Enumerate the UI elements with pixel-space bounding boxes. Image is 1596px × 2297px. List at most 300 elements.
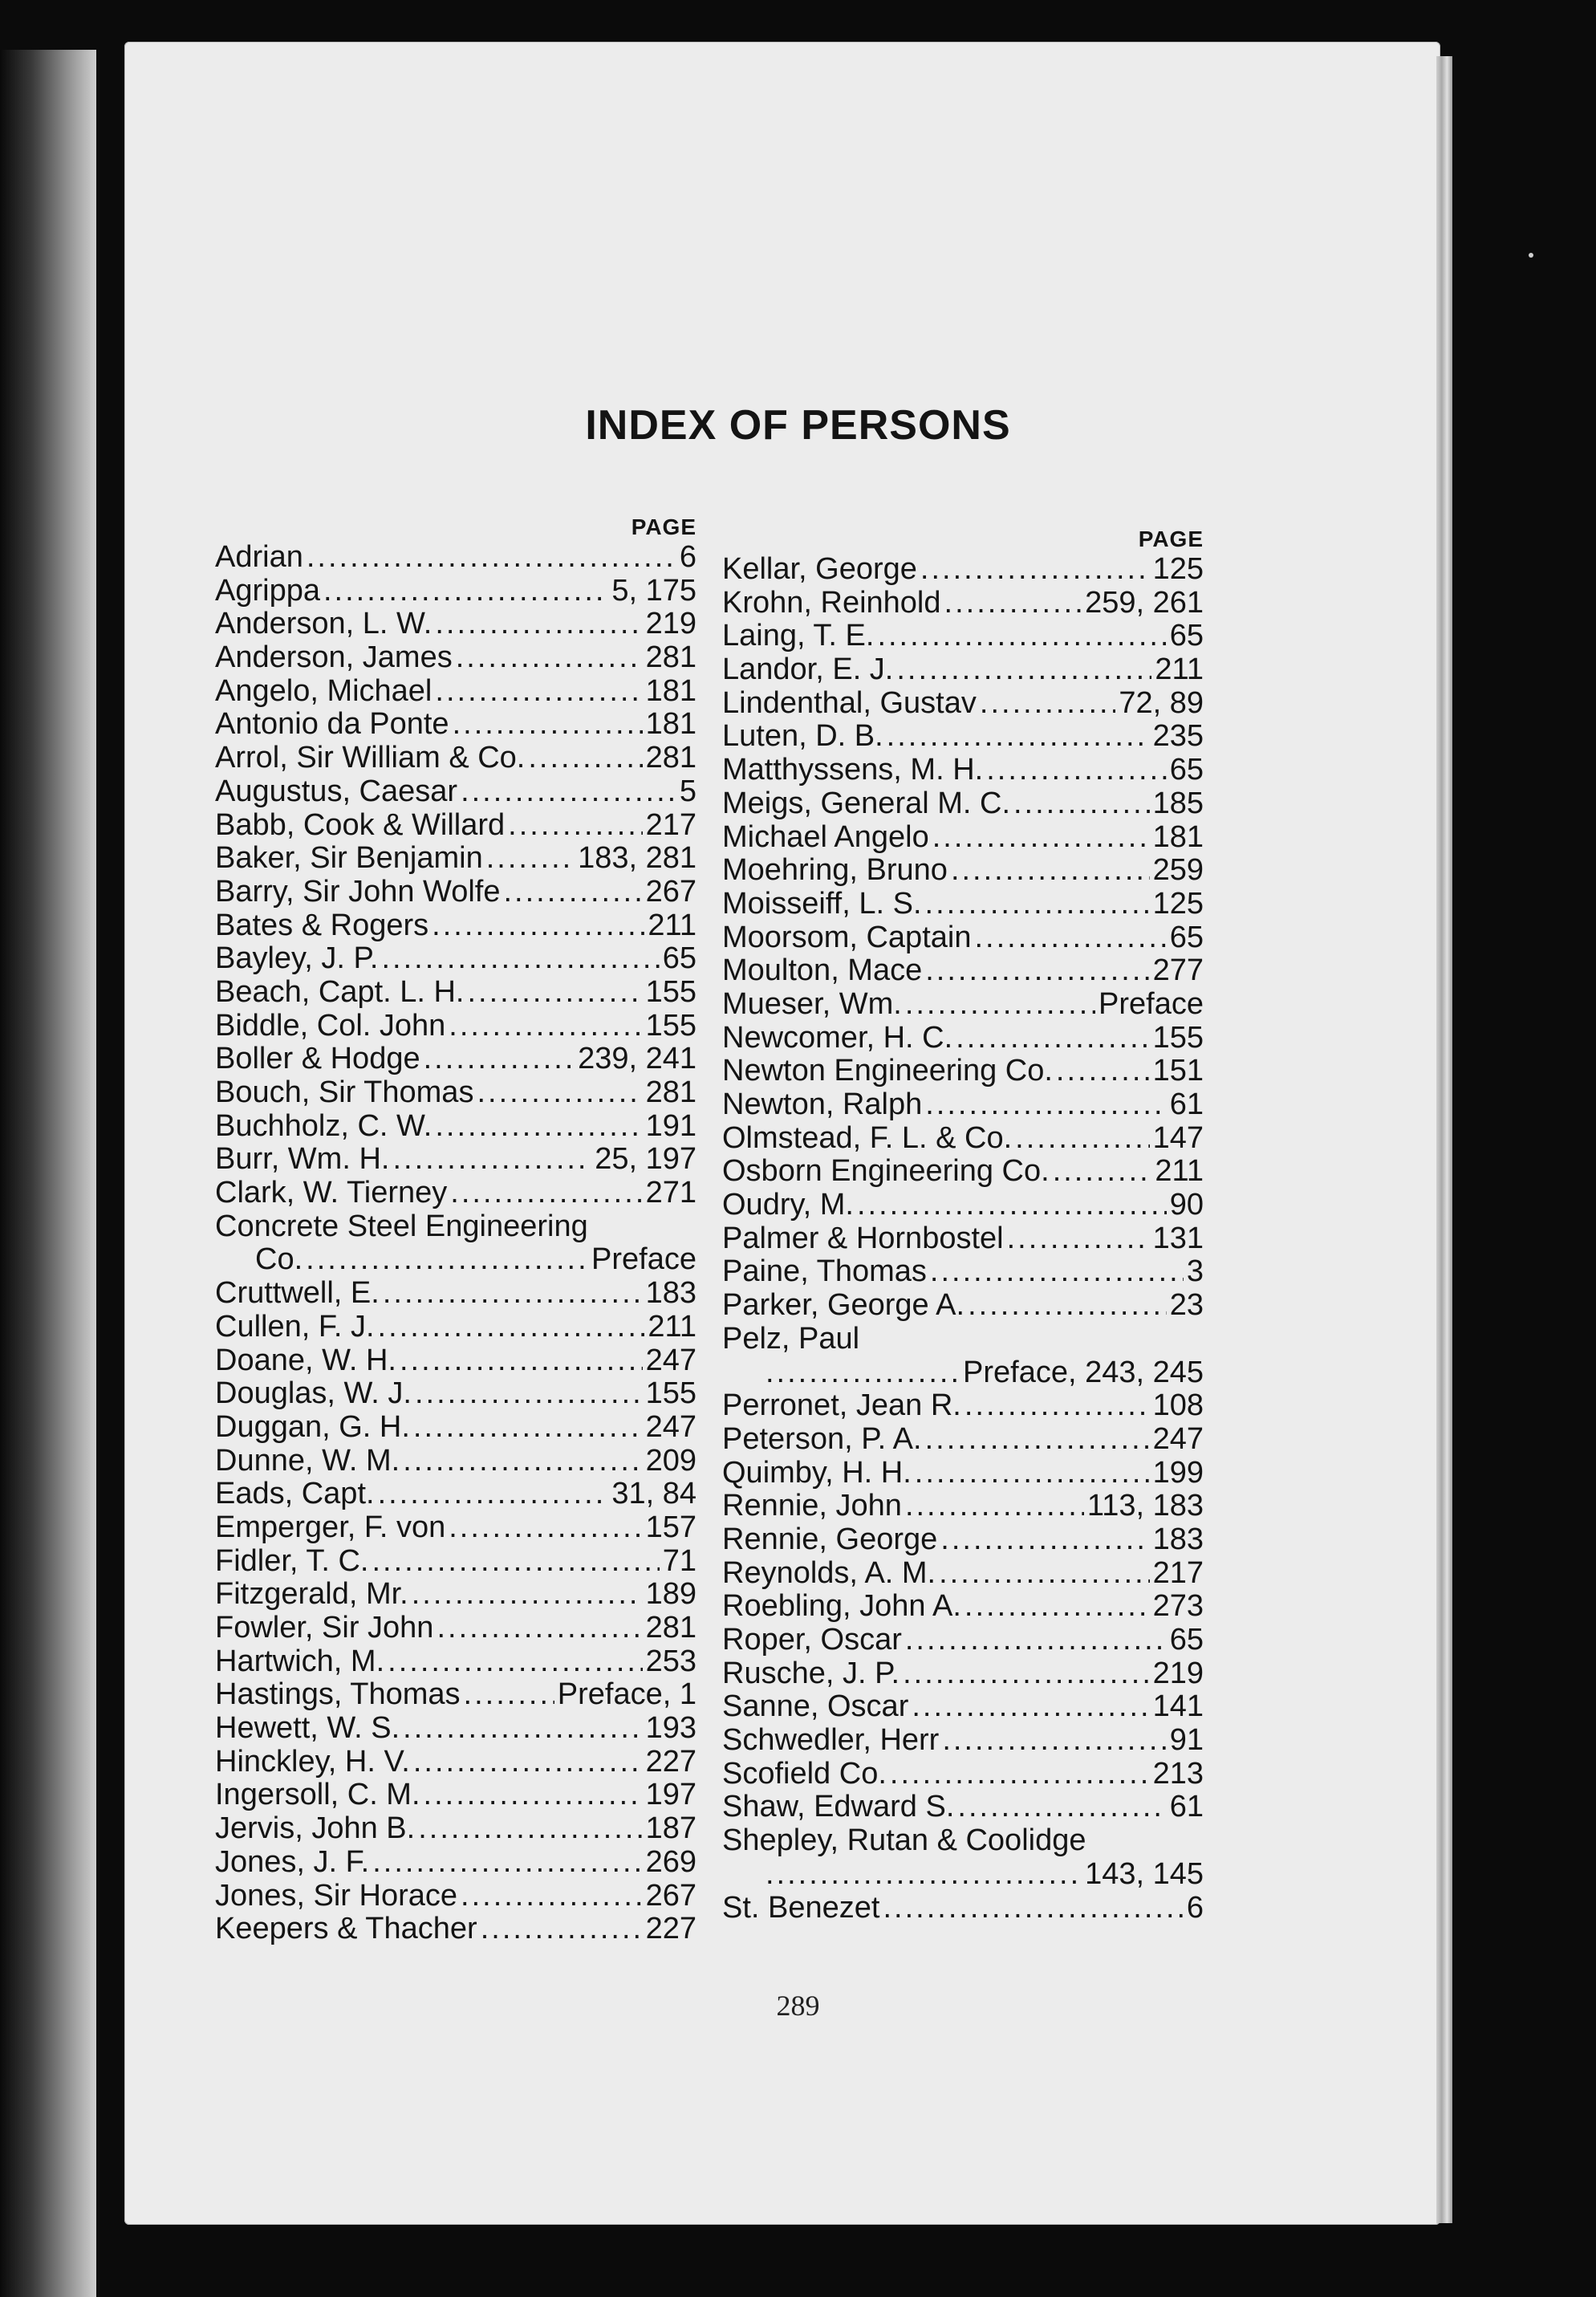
dot-leader: [939, 1557, 1149, 1591]
index-entry: [215, 1177, 696, 1210]
entry-name: Fidler, T. C.: [215, 1543, 369, 1578]
entry-page: 281: [645, 1611, 696, 1644]
entry-name: Arrol, Sir William & Co.: [215, 741, 526, 775]
entry-page: 65: [1169, 920, 1204, 954]
entry-page: 191: [645, 1108, 696, 1143]
index-entry: [215, 976, 696, 1010]
entry-name: Jervis, John B.: [215, 1811, 416, 1846]
entry-page: 108: [1152, 1388, 1204, 1423]
entry-name: Buchholz, C. W.: [215, 1108, 433, 1143]
entry-page: 141: [1152, 1689, 1204, 1724]
entry-page: 6: [1186, 1890, 1204, 1925]
index-entry: [722, 1892, 1204, 1925]
entry-name: Palmer & Hornbostel: [722, 1221, 1004, 1255]
dot-leader: [903, 1657, 1150, 1691]
entry-name: Peterson, P. A.: [722, 1421, 922, 1456]
index-entry: [722, 1824, 1204, 1858]
entry-name: Babb, Cook & Willard: [215, 807, 506, 842]
dot-leader: [456, 641, 643, 675]
index-entry: [215, 1277, 696, 1311]
index-entry: [215, 876, 696, 909]
entry-page: 3: [1186, 1254, 1204, 1289]
dot-leader: [372, 1846, 642, 1880]
dot-leader: [930, 1255, 1184, 1289]
entry-name: Cruttwell, E.: [215, 1276, 380, 1311]
index-entry: [722, 587, 1204, 620]
entry-page: 155: [1152, 1020, 1204, 1055]
entry-page: 211: [1155, 653, 1204, 687]
index-entry: [722, 1758, 1204, 1791]
dot-leader: [974, 921, 1166, 955]
dot-leader: [942, 1724, 1166, 1758]
index-entry: [215, 1612, 696, 1645]
entry-name: Newcomer, H. C.: [722, 1020, 953, 1055]
index-entry: [722, 787, 1204, 821]
dot-leader: [944, 587, 1082, 620]
index-entry: [722, 988, 1204, 1022]
dot-leader: [925, 1088, 1166, 1122]
dot-leader: [403, 1712, 642, 1746]
entry-page: 267: [645, 874, 696, 909]
dot-leader: [877, 620, 1166, 653]
index-entry: [215, 1812, 696, 1846]
entry-page: 91: [1169, 1723, 1204, 1758]
entry-name: Angelo, Michael: [215, 673, 433, 708]
index-entry: [722, 1590, 1204, 1624]
index-entry: [722, 1457, 1204, 1490]
dot-leader: [392, 1143, 591, 1177]
index-entry: [722, 1523, 1204, 1557]
entry-page: 281: [645, 1075, 696, 1109]
page-stack-edge: [1436, 56, 1452, 2223]
entry-page: 5, 175: [611, 573, 696, 608]
dot-leader: [437, 1612, 642, 1645]
index-entry: [722, 1189, 1204, 1222]
dot-leader: [957, 1791, 1166, 1824]
entry-page: 189: [645, 1577, 696, 1612]
index-entry: [215, 1545, 696, 1579]
dot-leader: [956, 1022, 1149, 1055]
index-entry: [722, 921, 1204, 955]
index-entry: [215, 775, 696, 809]
entry-page: 31, 84: [611, 1477, 696, 1511]
entry-name: Keepers & Thacher: [215, 1912, 477, 1946]
dot-leader: [432, 909, 644, 943]
entry-page: 213: [1152, 1756, 1204, 1791]
index-entry: [722, 1022, 1204, 1055]
index-column-right: [722, 526, 1204, 1925]
entry-name: Adrian: [215, 540, 303, 574]
entry-page: 217: [645, 807, 696, 842]
dot-leader: [412, 1578, 643, 1612]
entry-page: 65: [662, 941, 696, 976]
index-entry: [722, 1222, 1204, 1256]
dot-leader: [925, 888, 1150, 921]
entry-name: Douglas, W. J.: [215, 1376, 412, 1411]
entry-page: 235: [1152, 719, 1204, 754]
index-entry: [215, 541, 696, 575]
index-entry: [215, 1913, 696, 1946]
dot-leader: [450, 1177, 642, 1210]
index-entry: [722, 821, 1204, 855]
entry-page: 181: [645, 673, 696, 708]
entry-name: Paine, Thomas: [722, 1254, 927, 1289]
index-entry: [215, 1678, 696, 1712]
entry-name: Moulton, Mace: [722, 953, 923, 988]
index-entry: [215, 1243, 696, 1277]
dot-leader: [372, 1545, 659, 1579]
index-list-left: [215, 541, 696, 1946]
entry-page: 125: [1152, 886, 1204, 921]
index-entry: [722, 888, 1204, 921]
dot-leader: [461, 775, 676, 809]
entry-page: 181: [645, 707, 696, 742]
entry-page: 209: [645, 1443, 696, 1478]
entry-name: Hewett, W. S.: [215, 1711, 400, 1746]
index-entry: [215, 1010, 696, 1043]
dot-leader: [905, 1624, 1167, 1657]
dot-leader: [378, 1311, 645, 1344]
entry-name: Ingersoll, C. M.: [215, 1778, 420, 1812]
index-entry: [722, 1155, 1204, 1189]
entry-name: Augustus, Caesar: [215, 774, 458, 808]
index-entry: [722, 620, 1204, 653]
dot-leader: [449, 1511, 642, 1545]
entry-page: 185: [1152, 786, 1204, 820]
entry-page: 71: [662, 1543, 696, 1578]
index-entry: [215, 1511, 696, 1545]
dot-leader: [504, 876, 643, 909]
dot-leader: [481, 1913, 643, 1946]
entry-page: 247: [645, 1343, 696, 1377]
entry-name: Pelz, Paul: [722, 1321, 860, 1356]
dot-leader: [413, 1746, 643, 1779]
index-entry: [722, 553, 1204, 587]
index-entry: [215, 1779, 696, 1812]
index-entry: [722, 1323, 1204, 1356]
entry-name: Luten, D. B.: [722, 719, 883, 754]
page-number: 289: [776, 1990, 820, 2022]
dot-leader: [932, 821, 1150, 855]
entry-page: Preface, 1: [557, 1677, 696, 1712]
entry-name: Oudry, M.: [722, 1188, 854, 1222]
entry-page: 147: [1152, 1120, 1204, 1155]
entry-page: 281: [645, 741, 696, 775]
dot-leader: [449, 1010, 642, 1043]
entry-name: Krohn, Reinhold: [722, 585, 941, 620]
index-entry: [215, 909, 696, 943]
dot-leader: [403, 1445, 642, 1478]
dot-leader: [912, 1690, 1149, 1724]
entry-name: Cullen, F. J.: [215, 1309, 375, 1344]
entry-page: 181: [1152, 819, 1204, 854]
entry-name: Roebling, John A.: [722, 1589, 961, 1624]
entry-page: 90: [1169, 1188, 1204, 1222]
dot-leader: [453, 708, 643, 742]
index-entry: [722, 854, 1204, 888]
entry-name: Landor, E. J.: [722, 653, 894, 687]
entry-name: Clark, W. Tierney: [215, 1176, 448, 1210]
entry-page: 183: [1152, 1522, 1204, 1556]
entry-page: 65: [1169, 619, 1204, 653]
dot-leader: [1007, 1222, 1150, 1256]
entry-page: 267: [645, 1878, 696, 1913]
entry-name: Reynolds, A. M.: [722, 1555, 936, 1590]
index-column-left: [215, 514, 696, 1946]
dot-leader: [965, 1590, 1150, 1624]
index-entry: [722, 1255, 1204, 1289]
dot-leader: [1056, 1055, 1150, 1088]
index-entry: [215, 641, 696, 675]
index-entry: [722, 1557, 1204, 1591]
index-entry: [215, 1311, 696, 1344]
dot-leader: [986, 754, 1167, 787]
index-entry: [722, 754, 1204, 787]
entry-page: 155: [645, 974, 696, 1009]
index-entry: [722, 1389, 1204, 1423]
entry-page: 61: [1169, 1088, 1204, 1121]
entry-name: Eads, Capt.: [215, 1477, 375, 1511]
index-entry: [215, 675, 696, 709]
entry-page: 239, 241: [578, 1042, 696, 1076]
entry-name: St. Benezet: [722, 1890, 880, 1925]
entry-name: Boller & Hodge: [215, 1042, 420, 1076]
index-entry: [215, 1880, 696, 1913]
entry-page: 143, 145: [1085, 1856, 1204, 1891]
index-entry: [215, 842, 696, 876]
index-entry: [215, 942, 696, 976]
dot-leader: [418, 1812, 642, 1846]
entry-name: Fitzgerald, Mr.: [215, 1577, 408, 1612]
dot-leader: [915, 1457, 1150, 1490]
dot-leader: [905, 988, 1095, 1022]
index-entry: [215, 575, 696, 608]
entry-name: Sanne, Oscar: [722, 1689, 909, 1724]
index-entry: [722, 1724, 1204, 1758]
dot-leader: [424, 1779, 643, 1812]
entry-name: Dunne, W. M.: [215, 1443, 400, 1478]
entry-page: 193: [645, 1711, 696, 1746]
index-entry: [215, 1110, 696, 1144]
dot-leader: [925, 1423, 1150, 1457]
entry-name: Biddle, Col. John: [215, 1008, 446, 1043]
index-entry: [215, 1143, 696, 1177]
dot-leader: [435, 1110, 642, 1144]
entry-page: Preface: [1099, 986, 1204, 1021]
entry-page: 217: [1152, 1555, 1204, 1590]
entry-name: Rennie, John: [722, 1489, 902, 1523]
entry-name: Shaw, Edward S.: [722, 1790, 955, 1824]
index-entry: [722, 1289, 1204, 1323]
dot-leader: [896, 653, 1151, 687]
entry-page: 219: [645, 607, 696, 641]
entry-page: 65: [1169, 1623, 1204, 1657]
entry-name: Anderson, L. W.: [215, 607, 433, 641]
entry-name: Hastings, Thomas: [215, 1677, 461, 1712]
dot-leader: [951, 854, 1150, 888]
entry-page: 187: [645, 1811, 696, 1846]
entry-page: 155: [645, 1376, 696, 1411]
entry-name: Olmstead, F. L. & Co.: [722, 1120, 1013, 1155]
dot-leader: [306, 1243, 588, 1277]
index-entry: [722, 687, 1204, 721]
entry-name: Agrippa: [215, 573, 320, 608]
dot-leader: [400, 1344, 643, 1378]
index-entry: [215, 708, 696, 742]
index-entry: [722, 653, 1204, 687]
dot-leader: [887, 720, 1150, 754]
index-entry: [215, 1578, 696, 1612]
index-entry: [722, 1122, 1204, 1156]
dot-leader: [883, 1892, 1183, 1925]
entry-page: 61: [1169, 1790, 1204, 1824]
entry-name: Rennie, George: [722, 1522, 938, 1556]
entry-name: Jones, Sir Horace: [215, 1878, 458, 1913]
entry-name: Roper, Oscar: [722, 1623, 902, 1657]
dot-leader: [968, 1289, 1167, 1323]
entry-page: 25, 197: [595, 1142, 696, 1177]
dot-leader: [857, 1189, 1167, 1222]
entry-name: Quimby, H. H.: [722, 1455, 912, 1490]
entry-name: Moehring, Bruno: [722, 853, 948, 888]
dot-leader: [766, 1858, 1082, 1892]
index-entry: [215, 1411, 696, 1445]
entry-name: Matthyssens, M. H.: [722, 753, 984, 787]
page-column-heading: PAGE: [1138, 526, 1204, 551]
dot-leader: [413, 1411, 643, 1445]
index-entry: [722, 1490, 1204, 1523]
dot-leader: [1013, 787, 1150, 821]
entry-name: Osborn Engineering Co.: [722, 1154, 1050, 1189]
entry-name: Burr, Wm. H.: [215, 1142, 390, 1177]
entry-name: Emperger, F. von: [215, 1510, 446, 1544]
entry-name: Shepley, Rutan & Coolidge: [722, 1823, 1086, 1858]
entry-page: 131: [1152, 1221, 1204, 1255]
entry-page: Preface: [591, 1242, 696, 1277]
index-entry: [215, 1344, 696, 1378]
entry-name: Schwedler, Herr: [722, 1723, 940, 1758]
entry-page: 197: [645, 1778, 696, 1812]
index-entry: [722, 954, 1204, 988]
entry-page: 247: [1152, 1421, 1204, 1456]
entry-page: 269: [645, 1844, 696, 1879]
entry-name: Hinckley, H. V.: [215, 1744, 410, 1779]
entry-name: Mueser, Wm.: [722, 986, 902, 1021]
dot-leader: [378, 1478, 609, 1511]
entry-name: Newton Engineering Co.: [722, 1054, 1053, 1088]
speck: [1529, 253, 1533, 258]
dot-leader: [381, 942, 659, 976]
entry-page: 155: [645, 1008, 696, 1043]
dot-leader: [1053, 1155, 1152, 1189]
dot-leader: [925, 954, 1149, 988]
entry-name: Doane, W. H.: [215, 1343, 396, 1377]
index-entry: [722, 1791, 1204, 1824]
entry-name: Anderson, James: [215, 640, 453, 675]
index-entry: [722, 1356, 1204, 1390]
index-entry: [215, 1076, 696, 1110]
index-entry: [722, 1657, 1204, 1691]
index-entry: [215, 1645, 696, 1679]
page-title: INDEX OF PERSONS: [585, 402, 1011, 449]
facing-page-edge: [0, 50, 96, 2297]
entry-name: Fowler, Sir John: [215, 1611, 434, 1644]
index-entry: [215, 1377, 696, 1411]
dot-leader: [508, 809, 642, 843]
index-entry: [722, 1088, 1204, 1122]
entry-name: Newton, Ralph: [722, 1088, 923, 1121]
dot-leader: [965, 1389, 1150, 1423]
dot-leader: [461, 1880, 643, 1913]
entry-name: Antonio da Ponte: [215, 707, 449, 742]
entry-page: 23: [1169, 1288, 1204, 1323]
dot-leader: [477, 1076, 642, 1110]
entry-name: Lindenthal, Gustav: [722, 685, 977, 720]
entry-page: 227: [645, 1744, 696, 1779]
index-entry: [722, 720, 1204, 754]
entry-page: 6: [679, 540, 696, 574]
dot-leader: [486, 842, 575, 876]
entry-page: 247: [645, 1409, 696, 1444]
entry-name: Moisseiff, L. S.: [722, 886, 922, 921]
entry-name: Bates & Rogers: [215, 908, 429, 942]
dot-leader: [435, 675, 642, 709]
entry-name: Parker, George A.: [722, 1288, 965, 1323]
index-entry: [215, 742, 696, 775]
dot-leader: [940, 1523, 1149, 1557]
dot-leader: [905, 1490, 1084, 1523]
dot-leader: [388, 1645, 642, 1679]
entry-name: Laing, T. E.: [722, 619, 875, 653]
entry-page: Preface, 243, 245: [963, 1355, 1204, 1389]
dot-leader: [383, 1277, 643, 1311]
dot-leader: [528, 742, 642, 775]
dot-leader: [307, 541, 676, 575]
entry-name: Barry, Sir John Wolfe: [215, 874, 501, 909]
entry-page: 227: [645, 1912, 696, 1946]
entry-name: Co.: [255, 1242, 303, 1277]
entry-name: Perronet, Jean R.: [722, 1388, 961, 1423]
entry-name: Hartwich, M.: [215, 1644, 385, 1678]
index-entry: [722, 1055, 1204, 1088]
index-entry: [215, 1043, 696, 1076]
index-entry: [215, 1478, 696, 1511]
entry-name: Jones, J. F.: [215, 1844, 370, 1879]
entry-page: 253: [645, 1644, 696, 1678]
index-entry: [215, 1445, 696, 1478]
entry-page: 151: [1152, 1054, 1204, 1088]
entry-page: 211: [1155, 1154, 1204, 1189]
index-entry: [215, 1712, 696, 1746]
entry-page: 65: [1169, 753, 1204, 787]
dot-leader: [766, 1356, 960, 1390]
entry-name: Michael Angelo: [722, 819, 929, 854]
entry-page: 259: [1152, 853, 1204, 888]
entry-page: 259, 261: [1085, 585, 1204, 620]
dot-leader: [435, 608, 642, 641]
entry-name: Scofield Co.: [722, 1756, 887, 1791]
entry-page: 273: [1152, 1589, 1204, 1624]
dot-leader: [468, 976, 643, 1010]
entry-name: Bouch, Sir Thomas: [215, 1075, 474, 1109]
entry-page: 125: [1152, 552, 1204, 586]
index-entry: [722, 1690, 1204, 1724]
entry-name: Beach, Capt. L. H.: [215, 974, 465, 1009]
index-list-right: [722, 553, 1204, 1925]
index-entry: [215, 1210, 696, 1244]
index-entry: [215, 1846, 696, 1880]
index-entry: [215, 1746, 696, 1779]
